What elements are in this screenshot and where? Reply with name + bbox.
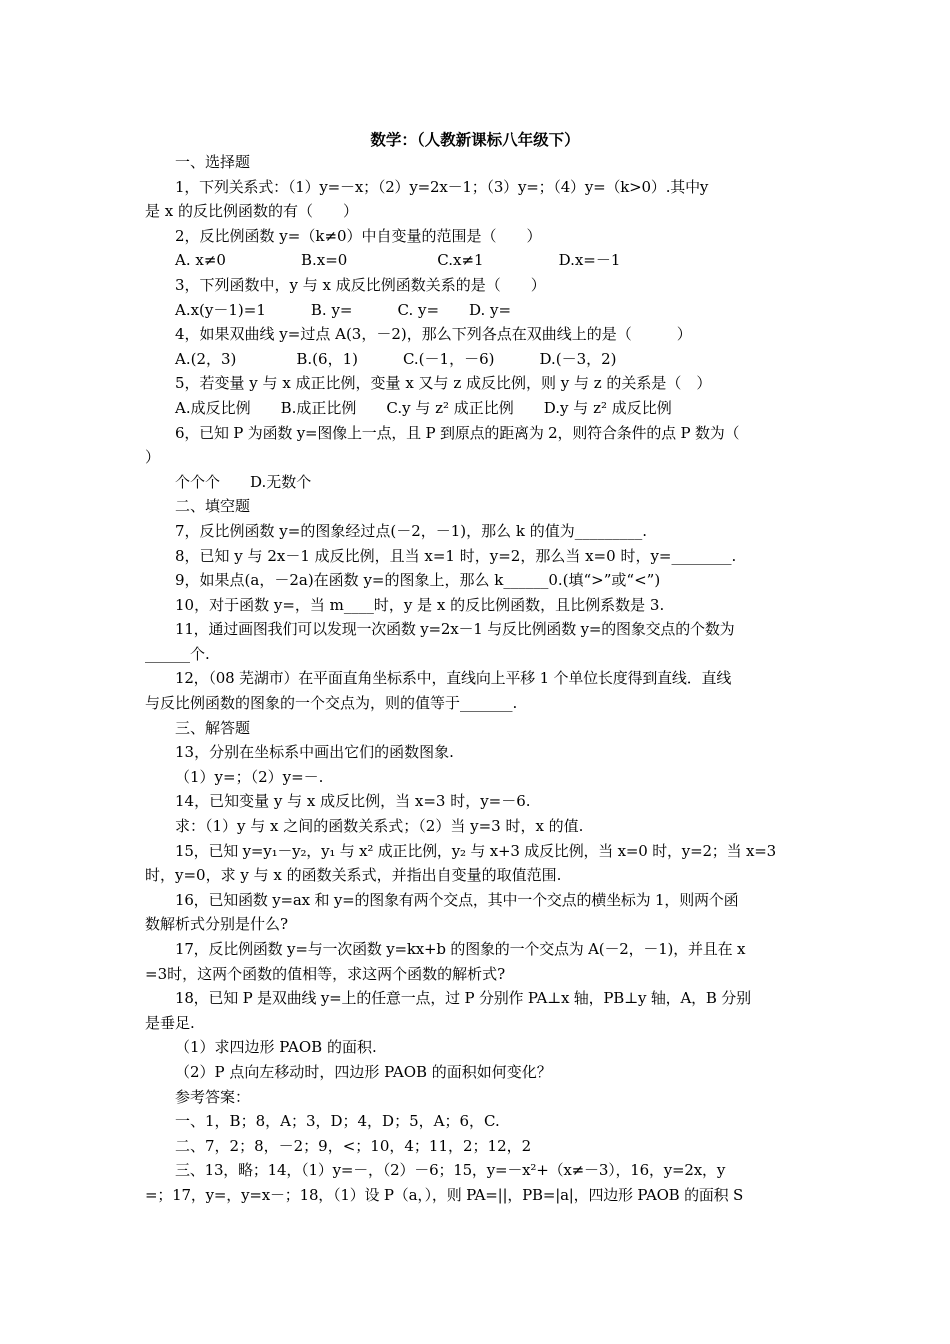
document-title: 数学：（人教新课标八年级下） (370, 130, 580, 149)
question-18-part-1: （1）求四边形 PAOB 的面积. (175, 1038, 377, 1057)
question-18-part-2: （2）P 点向左移动时，四边形 PAOB 的面积如何变化？ (175, 1062, 552, 1081)
answers-section-2: 二、7，2；8，－2；9，<；10，4；11，2；12，2 (175, 1136, 532, 1155)
answers-heading: 参考答案： (175, 1087, 251, 1106)
question-12-line-1: 12，（08 芜湖市）在平面直角坐标系中，直线向上平移 1 个单位长度得到直线．直线 (175, 669, 732, 688)
question-4-options: A.(2，3) B.(6，1) C.(－1，－6) D.(－3，2) (175, 349, 617, 368)
question-18-line-1: 18，已知 P 是双曲线 y=上的任意一点，过 P 分别作 PA⊥x 轴，PB⊥y 轴，A，B 分别 (175, 989, 751, 1008)
question-8: 8，已知 y 与 2x－1 成反比例，且当 x=1 时，y=2，那么当 x=0 时，y=________. (175, 546, 737, 565)
question-13-parts: （1）y=；（2）y=－. (175, 767, 324, 786)
question-5: 5，若变量 y 与 x 成正比例，变量 x 又与 z 成反比例，则 y 与 z 的关系是（ ） (175, 374, 712, 393)
question-18-line-2: 是垂足. (145, 1013, 195, 1032)
question-11-line-2: ______个. (145, 644, 210, 663)
question-14: 14，已知变量 y 与 x 成反比例，当 x=3 时，y=－6. (175, 792, 531, 811)
question-15-line-2: 时，y=0，求 y 与 x 的函数关系式，并指出自变量的取值范围. (145, 866, 562, 885)
question-3-options: A.x(y－1)=1 B. y= C. y= D. y= (175, 300, 512, 319)
question-14-ask: 求：（1）y 与 x 之间的函数关系式；（2）当 y=3 时，x 的值. (175, 817, 584, 836)
question-9: 9，如果点(a，－2a)在函数 y=的图象上，那么 k______0.(填“>”或“<”) (175, 571, 661, 590)
question-7: 7，反比例函数 y=的图象经过点(－2，－1)，那么 k 的值为_________. (175, 521, 648, 540)
question-1-line-1: 1，下列关系式：（1）y=－x；（2）y=2x－1；（3）y=；（4）y=（k>0）.其中y (175, 177, 709, 196)
question-16-line-2: 数解析式分别是什么? (145, 915, 289, 934)
question-6-options: 个个个 D.无数个 (175, 472, 312, 491)
question-12-line-2: 与反比例函数的图象的一个交点为，则的值等于_______. (145, 694, 518, 713)
question-6-line-1: 6，已知 P 为函数 y=图像上一点，且 P 到原点的距离为 2，则符合条件的点 P 数为（ (175, 423, 740, 442)
question-15-line-1: 15，已知 y=y₁－y₂，y₁ 与 x² 成正比例，y₂ 与 x+3 成反比例，当 x=0 时，y=2；当 x=3 (175, 841, 776, 860)
section-heading-solve: 三、解答题 (175, 718, 251, 737)
question-2: 2，反比例函数 y=（k≠0）中自变量的范围是（ ） (175, 226, 542, 245)
question-17-line-1: 17，反比例函数 y=与一次函数 y=kx+b 的图象的一个交点为 A(－2，－1)，并且在 x (175, 940, 746, 958)
answers-section-3-line-2: =；17，y=，y=x－；18，（1）设 P（a，），则 PA=||，PB=|a|，四边形 PAOB 的面积 S (145, 1185, 744, 1204)
question-1-line-2: 是 x 的反比例函数的有（ ） (145, 202, 358, 221)
document-body (145, 150, 807, 1208)
question-11-line-1: 11，通过画图我们可以发现一次函数 y=2x－1 与反比例函数 y=的图象交点的个数为 (175, 620, 735, 639)
question-6-line-2: ） (145, 448, 161, 467)
question-2-options: A. x≠0 B.x=0 C.x≠1 D.x=－1 (175, 251, 621, 270)
question-16-line-1: 16，已知函数 y=ax 和 y=的图象有两个交点，其中一个交点的横坐标为 1，则两个函 (175, 890, 739, 909)
question-17-line-2: =3时，这两个函数的值相等，求这两个函数的解析式? (145, 964, 506, 983)
question-10: 10，对于函数 y=，当 m____时，y 是 x 的反比例函数，且比例系数是 3. (175, 595, 665, 614)
question-13: 13，分别在坐标系中画出它们的函数图象. (175, 743, 454, 762)
answers-section-1: 一、1，B；8，A；3，D；4，D；5，A；6，C. (175, 1112, 500, 1131)
section-heading-choice: 一、选择题 (175, 153, 251, 171)
question-3: 3，下列函数中，y 与 x 成反比例函数关系的是（ ） (175, 275, 546, 294)
section-heading-fill: 二、填空题 (175, 497, 251, 516)
answers-section-3-line-1: 三、13，略；14，（1）y=－，（2）－6；15，y=－x²+（x≠－3），16，y=2x，y (175, 1161, 726, 1180)
question-5-options: A.成反比例 B.成正比例 C.y 与 z² 成正比例 D.y 与 z² 成反比例 (175, 398, 672, 417)
question-4: 4，如果双曲线 y=过点 A(3，－2)，那么下列各点在双曲线上的是（ ） (175, 325, 692, 344)
